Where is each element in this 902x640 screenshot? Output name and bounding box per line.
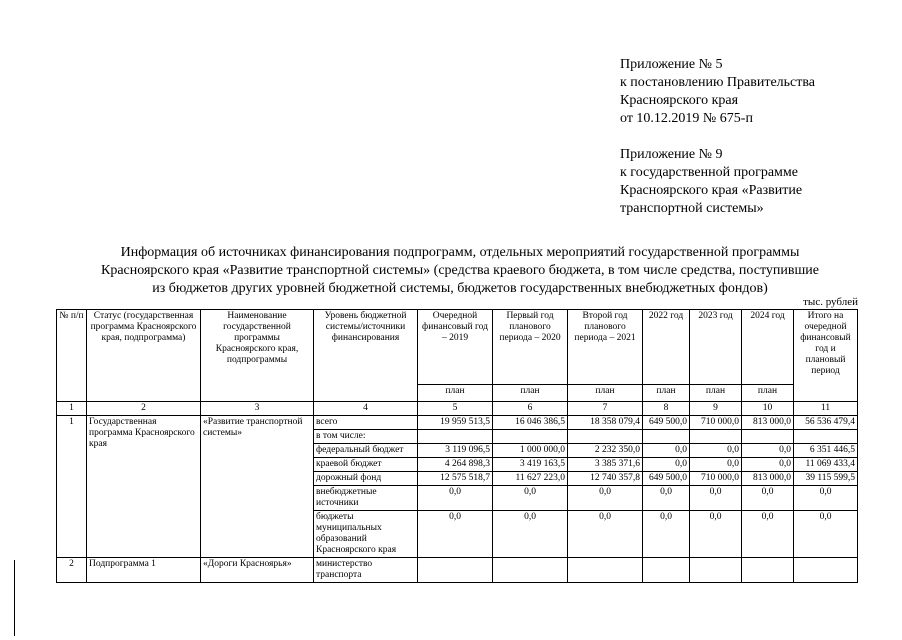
document-title — [70, 244, 850, 298]
value-cell: 710 000,0 — [690, 416, 742, 430]
appendix-block — [620, 56, 890, 218]
header-total: Итого на очередной финансовый год и плановый период — [794, 310, 858, 402]
value-cell: 0,0 — [690, 458, 742, 472]
column-number: 4 — [314, 402, 418, 416]
value-cell: 6 351 446,5 — [794, 444, 858, 458]
header-status: Статус (государственная программа Красноярского края, подпрограмма) — [87, 310, 201, 402]
value-cell — [690, 430, 742, 444]
title-line: Красноярского края «Развитие транспортной системы» (средства краевого бюджета, в том числе средства, поступившие — [100, 263, 819, 278]
column-number-row — [57, 402, 858, 416]
value-cell: 16 046 386,5 — [493, 416, 568, 430]
appendix-5-line: к постановлению Правительства — [620, 75, 816, 90]
value-cell: 2 232 350,0 — [568, 444, 643, 458]
plan-cell: план — [742, 385, 794, 402]
table-row — [57, 558, 858, 583]
appendix-9-line: Приложение № 9 — [620, 147, 723, 162]
appendix-9-line: Красноярского края «Развитие — [620, 183, 803, 198]
value-cell: 813 000,0 — [742, 416, 794, 430]
appendix-9-line: к государственной программе — [620, 165, 798, 180]
source-label: краевой бюджет — [314, 458, 418, 472]
column-number: 2 — [87, 402, 201, 416]
appendix-9-line: транспортной системы» — [620, 201, 764, 216]
column-number: 5 — [418, 402, 493, 416]
header-2019: Очередной финансовый год – 2019 — [418, 310, 493, 385]
value-cell: 0,0 — [690, 486, 742, 511]
row-program-name: «Дороги Красноярья» — [201, 558, 314, 583]
plan-cell: план — [568, 385, 643, 402]
value-cell: 4 264 898,3 — [418, 458, 493, 472]
row-program-name: «Развитие транспортной системы» — [201, 416, 314, 558]
value-cell: 1 000 000,0 — [493, 444, 568, 458]
value-cell: 3 419 163,5 — [493, 458, 568, 472]
appendix-5 — [620, 56, 890, 128]
source-label: федеральный бюджет — [314, 444, 418, 458]
value-cell — [418, 430, 493, 444]
value-cell: 0,0 — [643, 458, 690, 472]
appendix-5-line: Приложение № 5 — [620, 57, 723, 72]
value-cell: 0,0 — [742, 444, 794, 458]
plan-cell: план — [493, 385, 568, 402]
value-cell: 19 959 513,5 — [418, 416, 493, 430]
value-cell — [643, 430, 690, 444]
source-label: бюджеты муниципальных образований Красноярского края — [314, 511, 418, 558]
value-cell: 0,0 — [568, 486, 643, 511]
value-cell — [690, 558, 742, 583]
row-number: 2 — [57, 558, 87, 583]
value-cell: 12 740 357,8 — [568, 472, 643, 486]
value-cell: 39 115 599,5 — [794, 472, 858, 486]
header-name: Наименование государственной программы Красноярского края, подпрограммы — [201, 310, 314, 402]
value-cell: 0,0 — [568, 511, 643, 558]
header-2021: Второй год планового периода – 2021 — [568, 310, 643, 385]
value-cell: 18 358 079,4 — [568, 416, 643, 430]
column-number: 7 — [568, 402, 643, 416]
value-cell — [643, 558, 690, 583]
value-cell: 12 575 518,7 — [418, 472, 493, 486]
value-cell: 3 119 096,5 — [418, 444, 493, 458]
header-2022: 2022 год — [643, 310, 690, 385]
value-cell — [418, 558, 493, 583]
column-number: 9 — [690, 402, 742, 416]
column-number: 10 — [742, 402, 794, 416]
value-cell: 56 536 479,4 — [794, 416, 858, 430]
header-level: Уровень бюджетной системы/источники финансирования — [314, 310, 418, 402]
header-row — [57, 310, 858, 385]
source-label: всего — [314, 416, 418, 430]
scan-edge-mark — [14, 560, 15, 636]
value-cell: 0,0 — [643, 486, 690, 511]
value-cell — [742, 558, 794, 583]
table-row — [57, 416, 858, 430]
value-cell: 0,0 — [643, 444, 690, 458]
appendix-9 — [620, 146, 890, 218]
column-number: 8 — [643, 402, 690, 416]
column-number: 3 — [201, 402, 314, 416]
value-cell: 0,0 — [742, 511, 794, 558]
value-cell: 0,0 — [742, 458, 794, 472]
value-cell — [493, 430, 568, 444]
value-cell: 11 627 223,0 — [493, 472, 568, 486]
source-label: внебюджетные источники — [314, 486, 418, 511]
plan-cell: план — [690, 385, 742, 402]
value-cell — [568, 558, 643, 583]
value-cell: 710 000,0 — [690, 472, 742, 486]
value-cell: 0,0 — [493, 511, 568, 558]
title-line: Информация об источниках финансирования подпрограмм, отдельных мероприятий государственной программы — [120, 245, 800, 260]
value-cell: 0,0 — [742, 486, 794, 511]
header-2023: 2023 год — [690, 310, 742, 385]
column-number: 1 — [57, 402, 87, 416]
value-cell: 0,0 — [418, 486, 493, 511]
value-cell — [568, 430, 643, 444]
value-cell: 649 500,0 — [643, 472, 690, 486]
plan-cell: план — [643, 385, 690, 402]
value-cell: 0,0 — [794, 486, 858, 511]
financing-table — [56, 309, 858, 583]
appendix-5-line: от 10.12.2019 № 675-п — [620, 111, 753, 126]
value-cell: 0,0 — [418, 511, 493, 558]
value-cell: 649 500,0 — [643, 416, 690, 430]
value-cell: 11 069 433,4 — [794, 458, 858, 472]
value-cell: 0,0 — [794, 511, 858, 558]
source-label: в том числе: — [314, 430, 418, 444]
column-number: 11 — [794, 402, 858, 416]
value-cell — [794, 558, 858, 583]
source-label: дорожный фонд — [314, 472, 418, 486]
row-number: 1 — [57, 416, 87, 558]
value-cell: 0,0 — [690, 444, 742, 458]
plan-cell: план — [418, 385, 493, 402]
value-cell — [742, 430, 794, 444]
title-line: из бюджетов других уровней бюджетной системы, бюджетов государственных внебюджетных фондов) — [152, 281, 768, 296]
header-num: № п/п — [57, 310, 87, 402]
value-cell: 0,0 — [493, 486, 568, 511]
value-cell — [493, 558, 568, 583]
appendix-5-line: Красноярского края — [620, 93, 739, 108]
source-label: министерство транспорта — [314, 558, 418, 583]
value-cell: 0,0 — [643, 511, 690, 558]
value-cell — [794, 430, 858, 444]
value-cell: 3 385 371,6 — [568, 458, 643, 472]
header-2024: 2024 год — [742, 310, 794, 385]
value-cell: 0,0 — [690, 511, 742, 558]
units-label: тыс. рублей — [803, 296, 858, 308]
header-2020: Первый год планового периода – 2020 — [493, 310, 568, 385]
row-status: Подпрограмма 1 — [87, 558, 201, 583]
value-cell: 813 000,0 — [742, 472, 794, 486]
column-number: 6 — [493, 402, 568, 416]
row-status: Государственная программа Красноярского края — [87, 416, 201, 558]
